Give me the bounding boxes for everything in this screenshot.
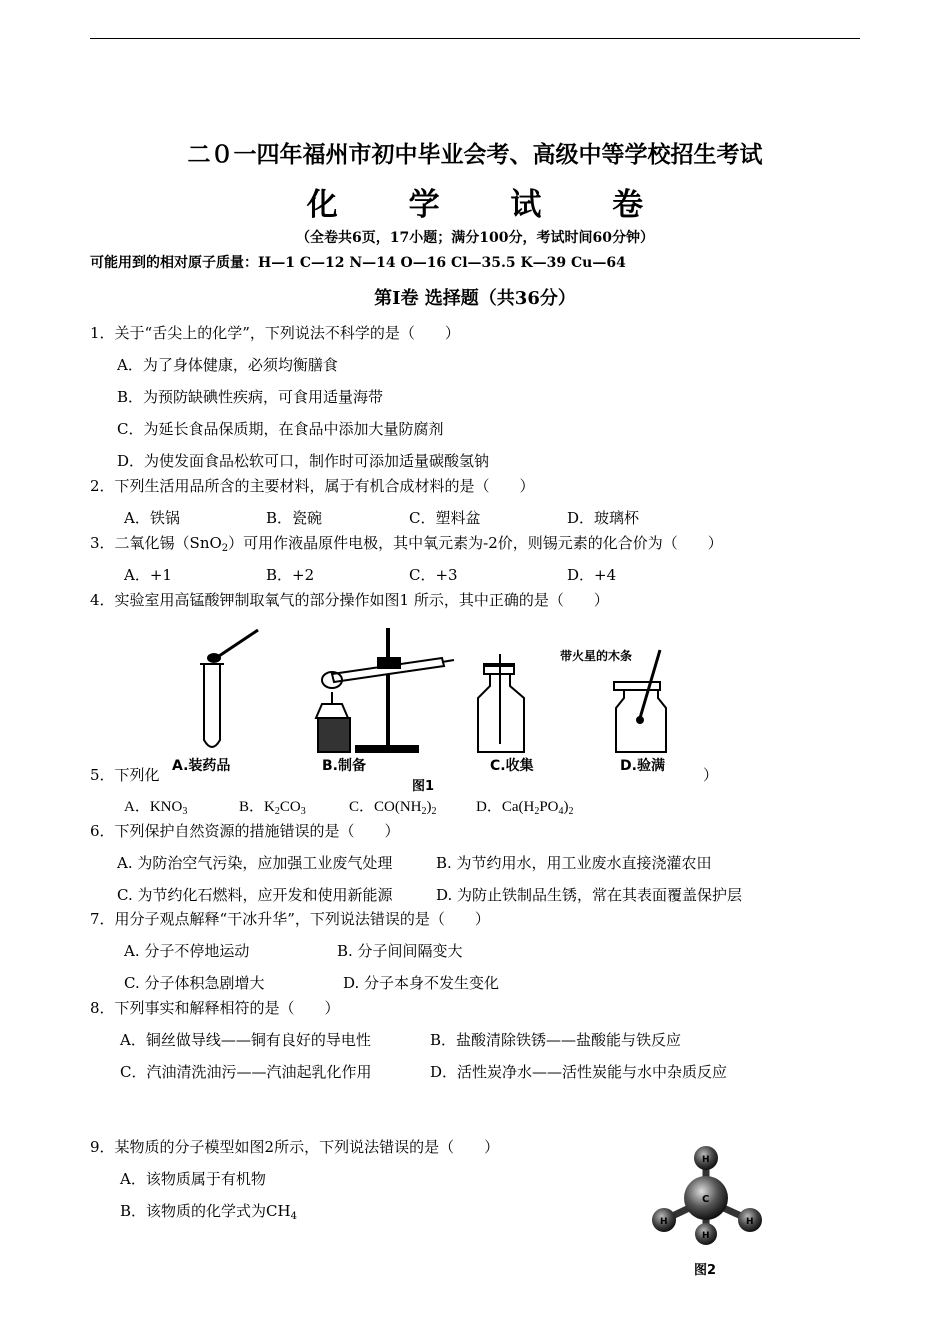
q7-option-c: C. 分子体积急剧增大 <box>124 974 265 992</box>
q5-option-c: C．$CO(NH_2)_2$ <box>349 799 437 817</box>
atom-label-h-left: H <box>660 1217 668 1227</box>
q3-option-c: C．+3 <box>409 566 458 584</box>
atom-label-h-bottom: H <box>702 1231 710 1241</box>
q6-option-a: A. 为防治空气污染，应加强工业废气处理 <box>117 854 393 872</box>
figure1-label-b: B.制备 <box>322 758 366 774</box>
q3-option-d: D．+4 <box>567 566 617 584</box>
figure1-label-a: A.装药品 <box>172 758 231 774</box>
q3-option-b: B．+2 <box>266 566 315 584</box>
iron-stand-icon <box>316 628 454 752</box>
q1-option-a: A．为了身体健康，必须均衡膳食 <box>117 356 338 374</box>
q3-stem: 3．二氧化锡（SnO$_2$）可用作液晶原件电极，其中氧元素为-2价，则锡元素的化合价为（ ） <box>90 534 723 554</box>
q5-option-a: A．$KNO_3$ <box>124 799 188 817</box>
figure-2 <box>634 1134 774 1284</box>
exam-info: （全卷共6页，17小题；满分100分，考试时间60分钟） <box>296 230 654 246</box>
q8-option-b: B．盐酸清除铁锈——盐酸能与铁反应 <box>430 1031 682 1049</box>
q2-stem: 2．下列生活用品所含的主要材料，属于有机合成材料的是（ ） <box>90 477 535 495</box>
q8-option-d: D．活性炭净水——活性炭能与水中杂质反应 <box>430 1063 728 1081</box>
atom-label-c: C <box>702 1194 710 1205</box>
test-tube-icon <box>200 630 258 747</box>
q9-option-a: A．该物质属于有机物 <box>120 1170 266 1188</box>
q8-option-c: C．汽油清洗油污——汽油起乳化作用 <box>120 1063 372 1081</box>
figure1-caption: 图1 <box>412 779 435 794</box>
q6-option-c: C. 为节约化石燃料，应开发和使用新能源 <box>117 886 393 904</box>
q1-stem: 1．关于“舌尖上的化学”，下列说法不科学的是（ ） <box>90 324 460 342</box>
q2-option-d: D．玻璃杯 <box>567 509 640 527</box>
exam-title: 二０一四年福州市初中毕业会考、高级中等学校招生考试 <box>187 141 763 168</box>
q8-option-a: A．铜丝做导线——铜有良好的导电性 <box>120 1031 371 1049</box>
q1-option-b: B．为预防缺碘性疾病，可食用适量海带 <box>117 388 384 406</box>
section-title: 第Ⅰ卷 选择题（共36分） <box>374 288 576 309</box>
header-rule <box>90 38 860 39</box>
atom-label-h-right: H <box>746 1217 754 1227</box>
q9-stem: 9．某物质的分子模型如图2所示，下列说法错误的是（ ） <box>90 1138 500 1156</box>
splint-annotation: 带火星的木条 <box>560 649 633 663</box>
q7-option-a: A. 分子不停地运动 <box>124 942 250 960</box>
q5-option-b: B．$K_2CO_3$ <box>239 799 306 817</box>
atomic-masses: 可能用到的相对原子质量：H—1 C—12 N—14 O—16 Cl—35.5 K—39 Cu—64 <box>90 255 626 271</box>
q1-option-c: C．为延长食品保质期，在食品中添加大量防腐剂 <box>117 420 444 438</box>
q5-stem: 5．下列化 <box>90 766 160 784</box>
q5-option-d: D．$Ca(H_2PO_4)_2$ <box>476 799 574 817</box>
figure1-label-d: D.验满 <box>620 758 665 774</box>
figure-1 <box>172 614 696 798</box>
q8-stem: 8．下列事实和解释相符的是（ ） <box>90 999 340 1017</box>
figure1-label-c: C.收集 <box>490 758 534 774</box>
atom-label-h-top: H <box>702 1155 710 1165</box>
q7-option-b: B. 分子间间隔变大 <box>337 942 463 960</box>
q3-option-a: A．+1 <box>124 566 172 584</box>
figure2-caption: 图2 <box>694 1263 717 1278</box>
q7-stem: 7．用分子观点解释“干冰升华”，下列说法错误的是（ ） <box>90 910 490 928</box>
gas-bottle-icon <box>478 654 524 752</box>
splint-test-icon <box>614 650 666 752</box>
q4-stem: 4．实验室用高锰酸钾制取氧气的部分操作如图1 所示，其中正确的是（ ） <box>90 591 609 609</box>
q6-stem: 6．下列保护自然资源的措施错误的是（ ） <box>90 822 400 840</box>
q6-option-b: B. 为节约用水，用工业废水直接浇灌农田 <box>436 854 712 872</box>
q2-option-c: C．塑料盆 <box>409 509 481 527</box>
q6-option-d: D. 为防止铁制品生锈，常在其表面覆盖保护层 <box>436 886 743 904</box>
q2-option-b: B．瓷碗 <box>266 509 323 527</box>
q5-paren: ） <box>703 766 719 784</box>
subject-title: 化 学 试 卷 <box>306 187 674 223</box>
q2-option-a: A．铁锅 <box>124 509 180 527</box>
q7-option-d: D. 分子本身不发生变化 <box>343 974 500 992</box>
q1-option-d: D．为使发面食品松软可口，制作时可添加适量碳酸氢钠 <box>117 452 490 470</box>
q9-option-b: B．该物质的化学式为$CH_4$ <box>120 1202 297 1222</box>
